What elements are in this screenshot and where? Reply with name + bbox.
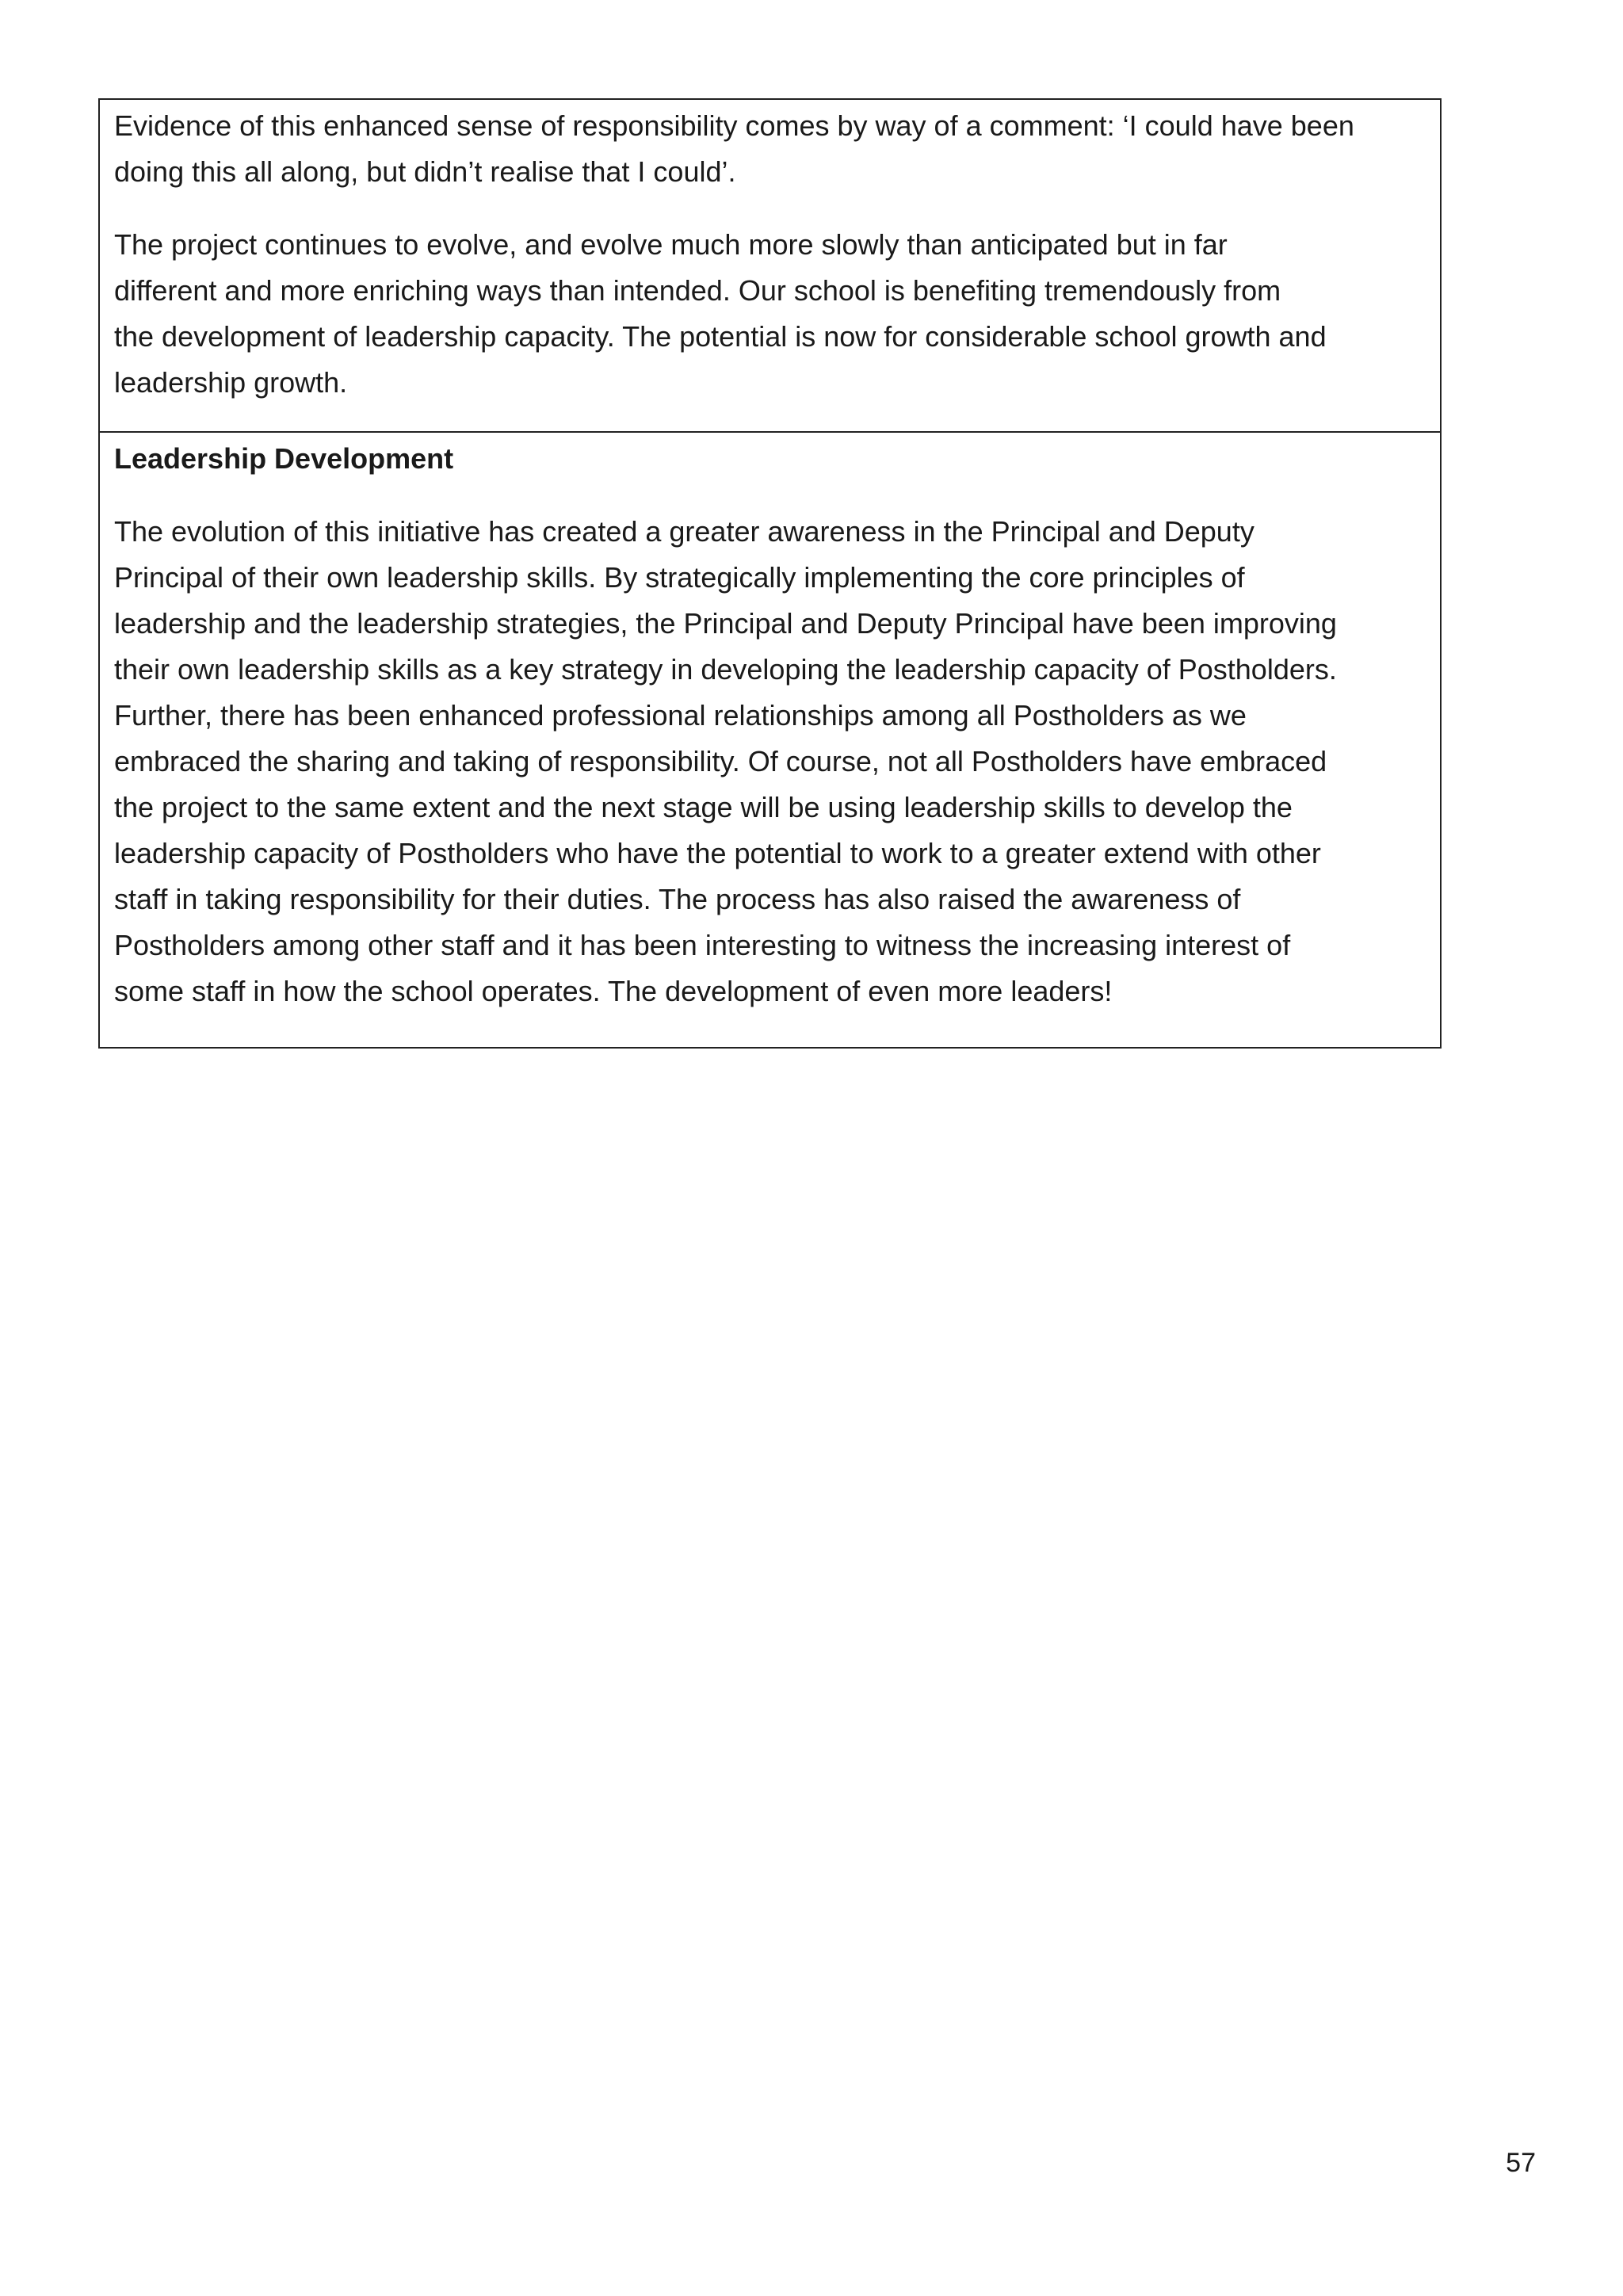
text-line: leadership and the leadership strategies, the Principal and Deputy Principal have been improving [114, 607, 1337, 640]
text-line: doing this all along, but didn’t realise that I could’. [114, 155, 736, 188]
leadership-development-paragraph [114, 509, 1426, 1014]
page-number: 57 [1506, 2148, 1536, 2178]
content-table [98, 98, 1442, 1049]
text-line: leadership growth. [114, 366, 348, 399]
section-heading: Leadership Development [114, 442, 454, 475]
evidence-paragraph [114, 100, 1426, 195]
text-line: Evidence of this enhanced sense of responsibility comes by way of a comment: ‘I could have been [114, 109, 1354, 142]
text-line: The evolution of this initiative has created a greater awareness in the Principal and Deputy [114, 515, 1254, 548]
text-line: Postholders among other staff and it has been interesting to witness the increasing interest of [114, 929, 1291, 961]
text-line: embraced the sharing and taking of responsibility. Of course, not all Postholders have embraced [114, 745, 1327, 777]
project-evolution-paragraph [114, 222, 1426, 406]
text-line: staff in taking responsibility for their duties. The process has also raised the awareness of [114, 883, 1241, 915]
text-line: The project continues to evolve, and evolve much more slowly than anticipated but in far [114, 228, 1228, 261]
text-line: leadership capacity of Postholders who have the potential to work to a greater extend with other [114, 837, 1321, 869]
text-line: Principal of their own leadership skills. By strategically implementing the core principles of [114, 561, 1245, 594]
text-line: some staff in how the school operates. The development of even more leaders! [114, 975, 1113, 1007]
text-line: different and more enriching ways than intended. Our school is benefiting tremendously from [114, 274, 1281, 307]
text-line: the project to the same extent and the next stage will be using leadership skills to develop the [114, 791, 1293, 823]
text-line: Further, there has been enhanced professional relationships among all Postholders as we [114, 699, 1247, 732]
evidence-cell [100, 100, 1440, 433]
text-line: the development of leadership capacity. The potential is now for considerable school growth and [114, 320, 1327, 353]
leadership-development-cell [100, 433, 1440, 1047]
text-line: their own leadership skills as a key strategy in developing the leadership capacity of Postholders. [114, 653, 1337, 686]
